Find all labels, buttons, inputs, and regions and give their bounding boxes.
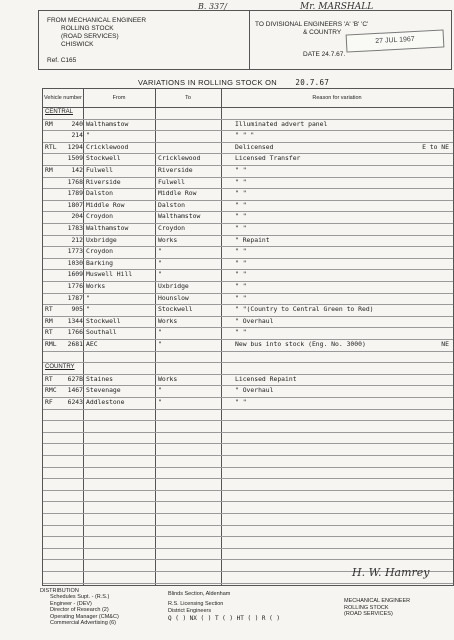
vehicle-number: 214 — [71, 131, 83, 140]
vehicle-type: RMC — [45, 386, 57, 395]
signer-title — [344, 598, 410, 618]
from-line: CHISWICK — [61, 41, 94, 48]
vehicle-number: 627B — [67, 374, 83, 383]
variation-reason: " " — [235, 270, 247, 279]
vehicle-type: RF — [45, 398, 53, 406]
vehicle-number: 1789 — [67, 189, 83, 198]
vehicle-type: RT — [45, 328, 53, 337]
variation-reason: Illuminated advert panel — [235, 119, 328, 128]
from-garage: Croydon — [86, 247, 113, 256]
distribution-item: R.S. Licensing Section — [168, 601, 224, 608]
from-garage: " — [86, 305, 90, 314]
vehicle-number: 142 — [71, 166, 83, 174]
vehicle-number: 1509 — [67, 154, 83, 163]
to-line: TO DIVISIONAL ENGINEERS 'A' 'B' 'C' — [255, 21, 369, 28]
variation-note — [415, 223, 449, 235]
vehicle-number: 204 — [71, 212, 83, 221]
variation-reason: " " — [235, 177, 247, 186]
to-garage: " — [158, 386, 162, 395]
handwritten-signature: H. W. Hamrey — [352, 566, 430, 579]
variation-reason: " " — [235, 293, 247, 302]
signer-line: (ROAD SERVICES) — [344, 611, 393, 618]
vehicle-type: RM — [45, 166, 53, 174]
vehicle-type: RM — [45, 316, 53, 325]
variation-note — [415, 281, 449, 293]
distribution-item: Blinds Section, Aldenham — [168, 591, 231, 597]
vehicle-number: 240 — [71, 119, 83, 128]
to-garage: Stockwell — [158, 305, 193, 314]
variation-reason: " " — [235, 200, 247, 209]
variation-reason: " " — [235, 282, 247, 290]
distribution-item: Operating Manager (CM&C) — [50, 613, 119, 620]
variation-reason: " " — [235, 328, 247, 337]
variation-note — [415, 119, 449, 131]
from-garage: Southall — [86, 328, 117, 337]
to-garage: Dalston — [158, 200, 185, 209]
variation-reason: " " — [235, 189, 247, 198]
to-garage: Works — [158, 316, 178, 325]
vehicle-number: 1467 — [67, 386, 83, 395]
variation-reason: " " — [235, 224, 247, 232]
variation-note — [415, 153, 449, 165]
variation-note — [415, 188, 449, 200]
distribution-item: Director of Research (2) — [50, 607, 109, 614]
received-date-stamp: 27 JUL 1967 — [346, 29, 445, 52]
signer-line: MECHANICAL ENGINEER — [344, 598, 411, 604]
to-garage: Works — [158, 374, 178, 383]
to-garage: " — [158, 258, 162, 267]
from-line: ROLLING STOCK — [61, 25, 114, 32]
to-garage: Uxbridge — [158, 282, 189, 290]
from-garage: Stockwell — [86, 154, 121, 163]
column-header-from: From — [112, 95, 126, 101]
variation-reason: " " — [235, 398, 247, 406]
from-block — [47, 17, 146, 49]
variation-note — [415, 304, 449, 316]
from-garage: " — [86, 293, 90, 302]
to-garage — [158, 130, 224, 142]
document-title — [138, 78, 329, 87]
from-garage: Middle Row — [86, 200, 125, 209]
variation-note — [415, 246, 449, 258]
distribution-list — [40, 588, 119, 626]
column-header-vehicle: Vehicle number — [44, 95, 82, 101]
vehicle-number: 1773 — [67, 247, 83, 256]
to-garage: Fulwell — [158, 177, 185, 186]
variation-reason: " Repaint — [235, 235, 270, 244]
distribution-heading: DISTRIBUTION — [40, 588, 79, 594]
variation-note — [415, 397, 449, 409]
to-garage: Works — [158, 235, 178, 244]
vehicle-number: 1030 — [67, 258, 83, 267]
variation-note — [415, 165, 449, 177]
from-garage: Walthamstow — [86, 224, 129, 232]
variation-reason: " Overhaul — [235, 386, 274, 395]
from-garage: Stevenage — [86, 386, 121, 395]
vehicle-number: 1787 — [67, 293, 83, 302]
vehicle-type: RT — [45, 374, 53, 383]
distribution-item: Commercial Advertising (6) — [50, 620, 117, 627]
to-garage: Hounslow — [158, 293, 189, 302]
vehicle-type: RM — [45, 119, 53, 128]
vehicle-number: 212 — [71, 235, 83, 244]
distribution-item: District Engineers — [168, 607, 212, 614]
variation-note — [415, 374, 449, 386]
from-line: FROM MECHANICAL ENGINEER — [47, 17, 147, 24]
to-garage — [158, 119, 224, 131]
variation-reason: Licensed Transfer — [235, 154, 301, 163]
from-garage: Uxbridge — [86, 235, 117, 244]
variation-note — [415, 177, 449, 189]
vehicle-type: RML — [45, 340, 57, 348]
to-garage: " — [158, 398, 162, 406]
table-header-row — [43, 89, 453, 108]
section-heading: COUNTRY — [45, 364, 75, 371]
variation-note — [415, 200, 449, 212]
from-garage: Works — [86, 282, 106, 290]
from-garage: Riverside — [86, 177, 121, 186]
variation-reason: New bus into stock (Eng. No. 3000) — [235, 340, 366, 348]
from-garage: Addlestone — [86, 398, 125, 406]
variation-note — [415, 293, 449, 305]
vehicle-number: 1776 — [67, 282, 83, 290]
from-garage: Fulwell — [86, 166, 113, 174]
from-garage: Stockwell — [86, 316, 121, 325]
variation-reason: " " " — [235, 131, 255, 140]
to-garage: Middle Row — [158, 189, 197, 198]
from-garage: Barking — [86, 258, 113, 267]
district-codes: Q ( ) NX ( ) T ( ) HT ( ) R ( ) — [168, 615, 280, 623]
to-garage: Croydon — [158, 224, 185, 232]
to-garage: Riverside — [158, 166, 193, 174]
title-date: 20.7.67 — [295, 78, 330, 87]
variation-note — [415, 258, 449, 270]
to-garage — [158, 142, 224, 154]
header-divider — [249, 11, 250, 69]
to-garage: " — [158, 328, 162, 337]
vehicle-number: 1294 — [67, 142, 83, 151]
variation-reason: " " — [235, 258, 247, 267]
vehicle-number: 1768 — [67, 177, 83, 186]
variation-reason: Delicensed — [235, 142, 274, 151]
vehicle-type: RTL — [45, 142, 57, 151]
vehicle-number: 1783 — [67, 224, 83, 232]
column-header-to: To — [185, 95, 191, 101]
vehicle-number: 1344 — [67, 316, 83, 325]
internal-distribution — [168, 591, 280, 623]
vehicle-number: 1807 — [67, 200, 83, 209]
memo-date: DATE 24.7.67. — [303, 51, 346, 58]
vehicle-number: 1766 — [67, 328, 83, 337]
handwritten-recipient: Mr. MARSHALL — [300, 2, 374, 12]
signer-line: ROLLING STOCK — [344, 604, 389, 611]
variation-note: E to NE — [422, 142, 449, 151]
from-garage: Dalston — [86, 189, 113, 198]
to-garage: " — [158, 340, 162, 348]
title-text: VARIATIONS IN ROLLING STOCK ON — [138, 78, 278, 87]
from-garage: Cricklewood — [86, 142, 129, 151]
distribution-item: Engineer - (DEV) — [50, 600, 92, 607]
to-garage: Cricklewood — [158, 154, 201, 163]
vehicle-number: 2681 — [67, 340, 83, 348]
from-line: (ROAD SERVICES) — [61, 33, 119, 40]
variation-note: NE — [441, 340, 449, 348]
to-garage: " — [158, 270, 162, 279]
handwritten-reference: B. 337/ — [198, 2, 227, 11]
variation-note — [415, 385, 449, 397]
variation-reason: " " — [235, 212, 247, 221]
to-garage: " — [158, 247, 162, 256]
variation-reason: " "(Country to Central Green to Red) — [235, 305, 374, 314]
variation-note — [415, 327, 449, 339]
from-garage: Muswell Hill — [86, 270, 133, 279]
from-garage: Staines — [86, 374, 113, 383]
distribution-item: Schedules Supt. - (R.S.) — [50, 594, 110, 601]
from-garage: " — [86, 131, 90, 140]
variation-note — [415, 235, 449, 247]
variation-reason: Licensed Repaint — [235, 374, 297, 383]
variation-reason: " " — [235, 247, 247, 256]
from-garage: AEC — [86, 340, 98, 348]
from-garage: Walthamstow — [86, 119, 129, 128]
vehicle-number: 1609 — [67, 270, 83, 279]
vehicle-number: 905 — [71, 305, 83, 314]
vehicle-number: 6243 — [67, 398, 83, 406]
to-garage: Walthamstow — [158, 212, 201, 221]
variation-note — [415, 316, 449, 328]
section-heading: CENTRAL — [45, 109, 74, 115]
variation-note — [415, 130, 449, 142]
variation-reason: " " — [235, 166, 247, 174]
vehicle-type: RT — [45, 305, 53, 314]
variation-reason: " Overhaul — [235, 316, 274, 325]
reference-number: Ref. C165 — [47, 57, 77, 64]
variation-note — [415, 211, 449, 223]
from-garage: Croydon — [86, 212, 113, 221]
variations-table — [42, 88, 454, 586]
to-line: & COUNTRY — [303, 29, 342, 36]
variation-note — [415, 269, 449, 281]
column-header-reason: Reason for variation — [312, 95, 362, 101]
